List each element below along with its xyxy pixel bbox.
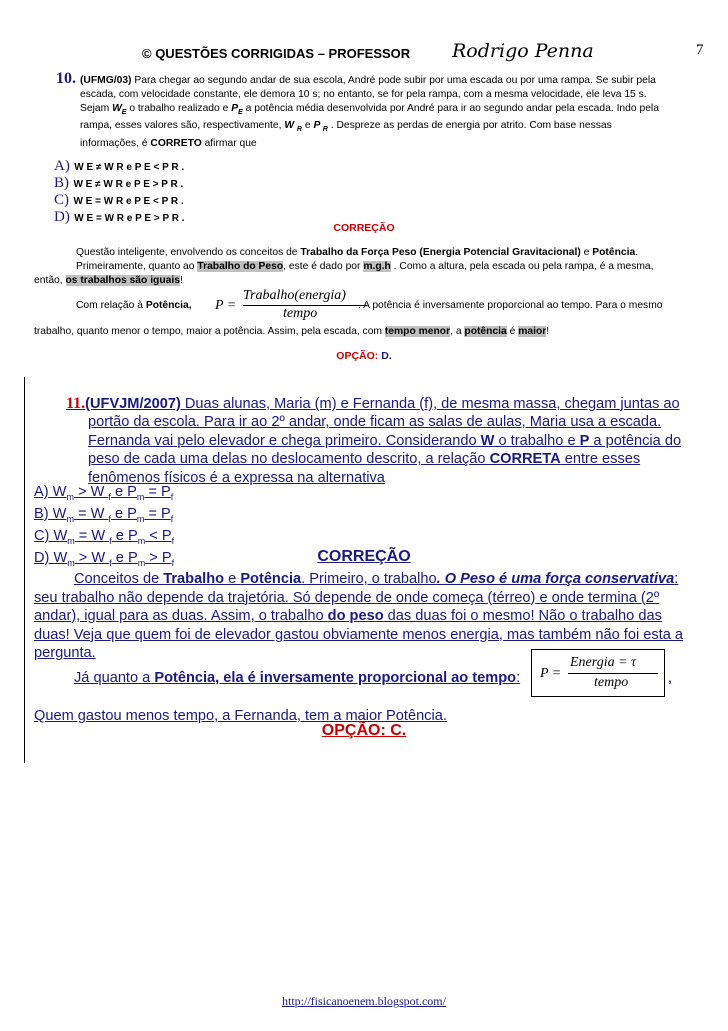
- q10-correction-p4-cont: . A potência é inversamente proporcional ao tempo. Para o mesmo: [358, 300, 663, 311]
- q11-correction-title: CORREÇÃO: [317, 548, 411, 565]
- q10-source: (UFMG/03): [80, 75, 132, 86]
- q10-correction-p2: Primeiramente, quanto ao Trabalho do Peso, este é dado por m.g.h . Como a altura, pela escada ou pela rampa, é a mesma,: [76, 261, 654, 272]
- q10-correction-p4: Com relação à Potência,: [76, 300, 192, 311]
- q10-correction-p3: então, os trabalhos são iguais!: [34, 275, 183, 286]
- q10-option-a: A) W E ≠ W R e P E < P R .: [54, 158, 185, 174]
- q11-correction-text: Conceitos de Trabalho e Potência. Primeiro, o trabalho. O Peso é uma força conservativa: seu trabalho não depende da trajetória. Só depende de onde começa (térreo) e onde termina (2º andar), igual para as duas. Assim, o trabalho do peso das duas foi o mesmo! Não o trabalho das duas! Veja que quem foi de elevador gastou obviamente menos energia, mas também não foi esta a pergunta.: [34, 571, 684, 661]
- q10-correction-p1: Questão inteligente, envolvendo os conceitos de Trabalho da Força Peso (Energia Potencial Gravitacional) e Potência.: [76, 247, 639, 258]
- q11-power-text: Já quanto a Potência, ela é inversamente proporcional ao tempo:: [74, 670, 521, 686]
- q11-option-a: A) $W_m > W$ $_f$ e $P_m = P_f$: [34, 484, 174, 502]
- header-title: © QUESTÕES CORRIGIDAS – PROFESSOR: [142, 46, 411, 61]
- q11-answer: OPÇÃO: C.: [321, 722, 407, 739]
- footer-link[interactable]: http://fisicanoenem.blogspot.com/: [282, 994, 446, 1008]
- page-number: 7: [696, 42, 704, 58]
- q11-option-b: B) $W_m = W$ $_f$ e $P_m = P_f$: [34, 505, 174, 524]
- q11-power-formula-box: P = Energia = τ tempo: [531, 649, 665, 697]
- q10-option-c: C) W E = W R e P E < P R .: [54, 192, 184, 208]
- q11-statement: 11.(UFVJM/2007) Duas alunas, Maria (m) e Fernanda (f), de mesma massa, chegam juntas ao: [66, 395, 680, 412]
- q10-correction-title: CORREÇÃO: [333, 222, 395, 234]
- q10-answer: OPÇÃO: D.: [336, 350, 392, 362]
- q10-option-b: B) W E ≠ W R e P E > P R .: [54, 175, 184, 191]
- q10-number: 10.: [56, 70, 76, 87]
- q11-formula-period: ,: [668, 670, 673, 686]
- q10-options: [54, 157, 185, 225]
- q11-statement-body: portão da escola. Para ir ao 2º andar, onde ficam as salas de aulas, Maria usa a escada. Fernanda vai pelo elevador e chega primeiro. Considerando W o trabalho e P a potência do peso de cada uma delas no deslocamento descrito, a relação CORRETA entre esses fenômenos físicos é a expressa na alternativa: [88, 414, 682, 486]
- margin-rule: [24, 377, 25, 763]
- q10-statement-body: escada, com velocidade constante, ele demora 10 s; no entanto, se for pela rampa, com a mesma velocidade, ele leva 15 s. Sejam $W_E$ o trabalho realizado e $P_E$ a potência média desenvolvida por André para ir ao segundo andar pela escada. Indo pela rampa, esses valores são, respectivamente, W $_R$ e P $_R$ . Despreze as perdas de energia por atrito. Com base nessas informações, é CORRETO afirmar que: [80, 89, 659, 149]
- q11-conclusion: Quem gastou menos tempo, a Fernanda, tem a maior Potência.: [34, 708, 447, 724]
- q11-option-c: C) $W_m = W$ $_f$ e $P_m < P_f$: [34, 527, 175, 546]
- q10-statement: (UFMG/03) Para chegar ao segundo andar de sua escola, André pode subir por uma escada ou por uma rampa. Se subir pela: [80, 75, 656, 86]
- q11-option-d: D) $W_m > W$ $_f$ e $P_m > P_f$: [34, 549, 175, 568]
- header-signature: Rodrigo Penna: [452, 40, 594, 62]
- q10-correction-p5: trabalho, quanto menor o tempo, maior a potência. Assim, pela escada, com tempo menor, a potência é maior!: [34, 326, 550, 337]
- q10-option-d: D) W E = W R e P E > P R .: [54, 209, 185, 225]
